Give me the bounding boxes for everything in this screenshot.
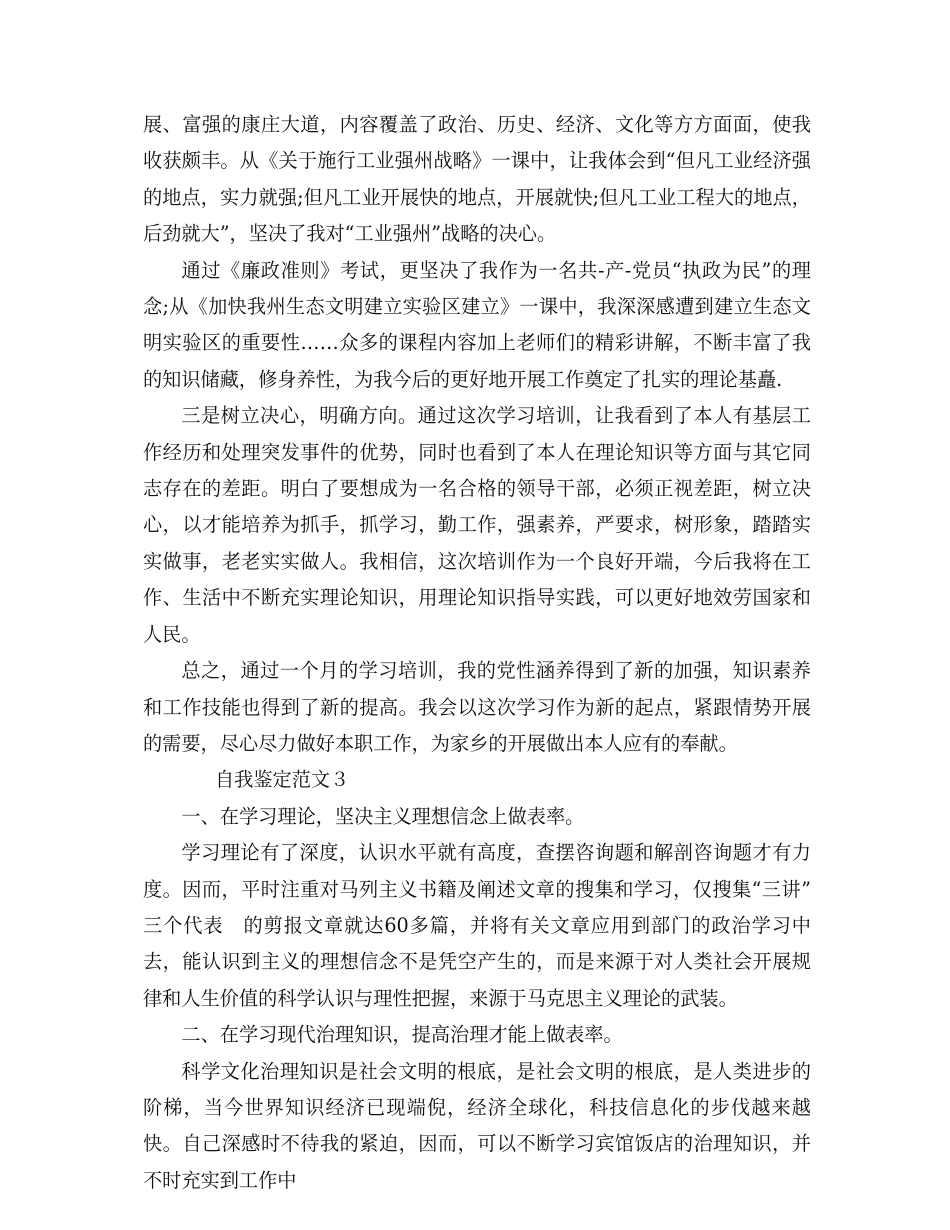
paragraph: 学习理论有了深度，认识水平就有高度，查摆咨询题和解剖咨询题才有力度。因而，平时注重对马列主义书籍及阐述文章的搜集和学习，仅搜集“三讲” 三个代表 的剪报文章就达60多篇，并将有关文章应用到部门的政治学习中去，能认识到主义的理想信念不是凭空产生的，而是来源于对人类社会开展规律和人生价值的科学认识与理性把握，来源于马克思主义理论的武装。: [143, 841, 831, 1010]
paragraph: 展、富强的康庄大道，内容覆盖了政治、历史、经济、文化等方方面面，使我收获颇丰。从《关于施行工业强州战略》一课中，让我体会到“但凡工业经济强的地点，实力就强;但凡工业开展快的地点，开展就快;但凡工业工程大的地点，后劲就大”，坚决了我对“工业强州”战略的决心。: [143, 113, 811, 246]
document-body: [143, 107, 831, 1199]
paragraph: 通过《廉政准则》考试，更坚决了我作为一名共-产-党员“执政为民”的理念;从《加快我州生态文明建立实验区建立》一课中，我深深感遭到建立生态文明实验区的重要性……众多的课程内容加上老师们的精彩讲解，不断丰富了我的知识储藏，修身养性，为我今后的更好地开展工作奠定了扎实的理论基矗.: [143, 258, 811, 391]
paragraph: 二、在学习现代治理知识，提高治理才能上做表率。: [181, 1023, 623, 1047]
section-title: 自我鉴定范文３: [215, 768, 350, 792]
paragraph: 科学文化治理知识是社会文明的根底，是社会文明的根底，是人类进步的阶梯，当今世界知识经济已现端倪，经济全球化，科技信息化的步伐越来越快。自己深感时不待我的紧迫，因而，可以不断学习宾馆饭店的治理知识，并不时充实到工作中: [143, 1059, 811, 1192]
paragraph: 总之，通过一个月的学习培训，我的党性涵养得到了新的加强，知识素养和工作技能也得到了新的提高。我会以这次学习作为新的起点，紧跟情势开展的需要，尽心尽力做好本职工作，为家乡的开展做出本人应有的奉献。: [143, 659, 811, 755]
paragraph: 一、在学习理论，坚决主义理想信念上做表率。: [181, 804, 585, 828]
paragraph: 三是树立决心，明确方向。通过这次学习培训，让我看到了本人有基层工作经历和处理突发事件的优势，同时也看到了本人在理论知识等方面与其它同志存在的差距。明白了要想成为一名合格的领导干部，必须正视差距，树立决心，以才能培养为抓手，抓学习，勤工作，强素养，严要求，树形象，踏踏实实做事，老老实实做人。我相信，这次培训作为一个良好开端，今后我将在工作、生活中不断充实理论知识，用理论知识指导实践，可以更好地效劳国家和人民。: [143, 404, 811, 646]
